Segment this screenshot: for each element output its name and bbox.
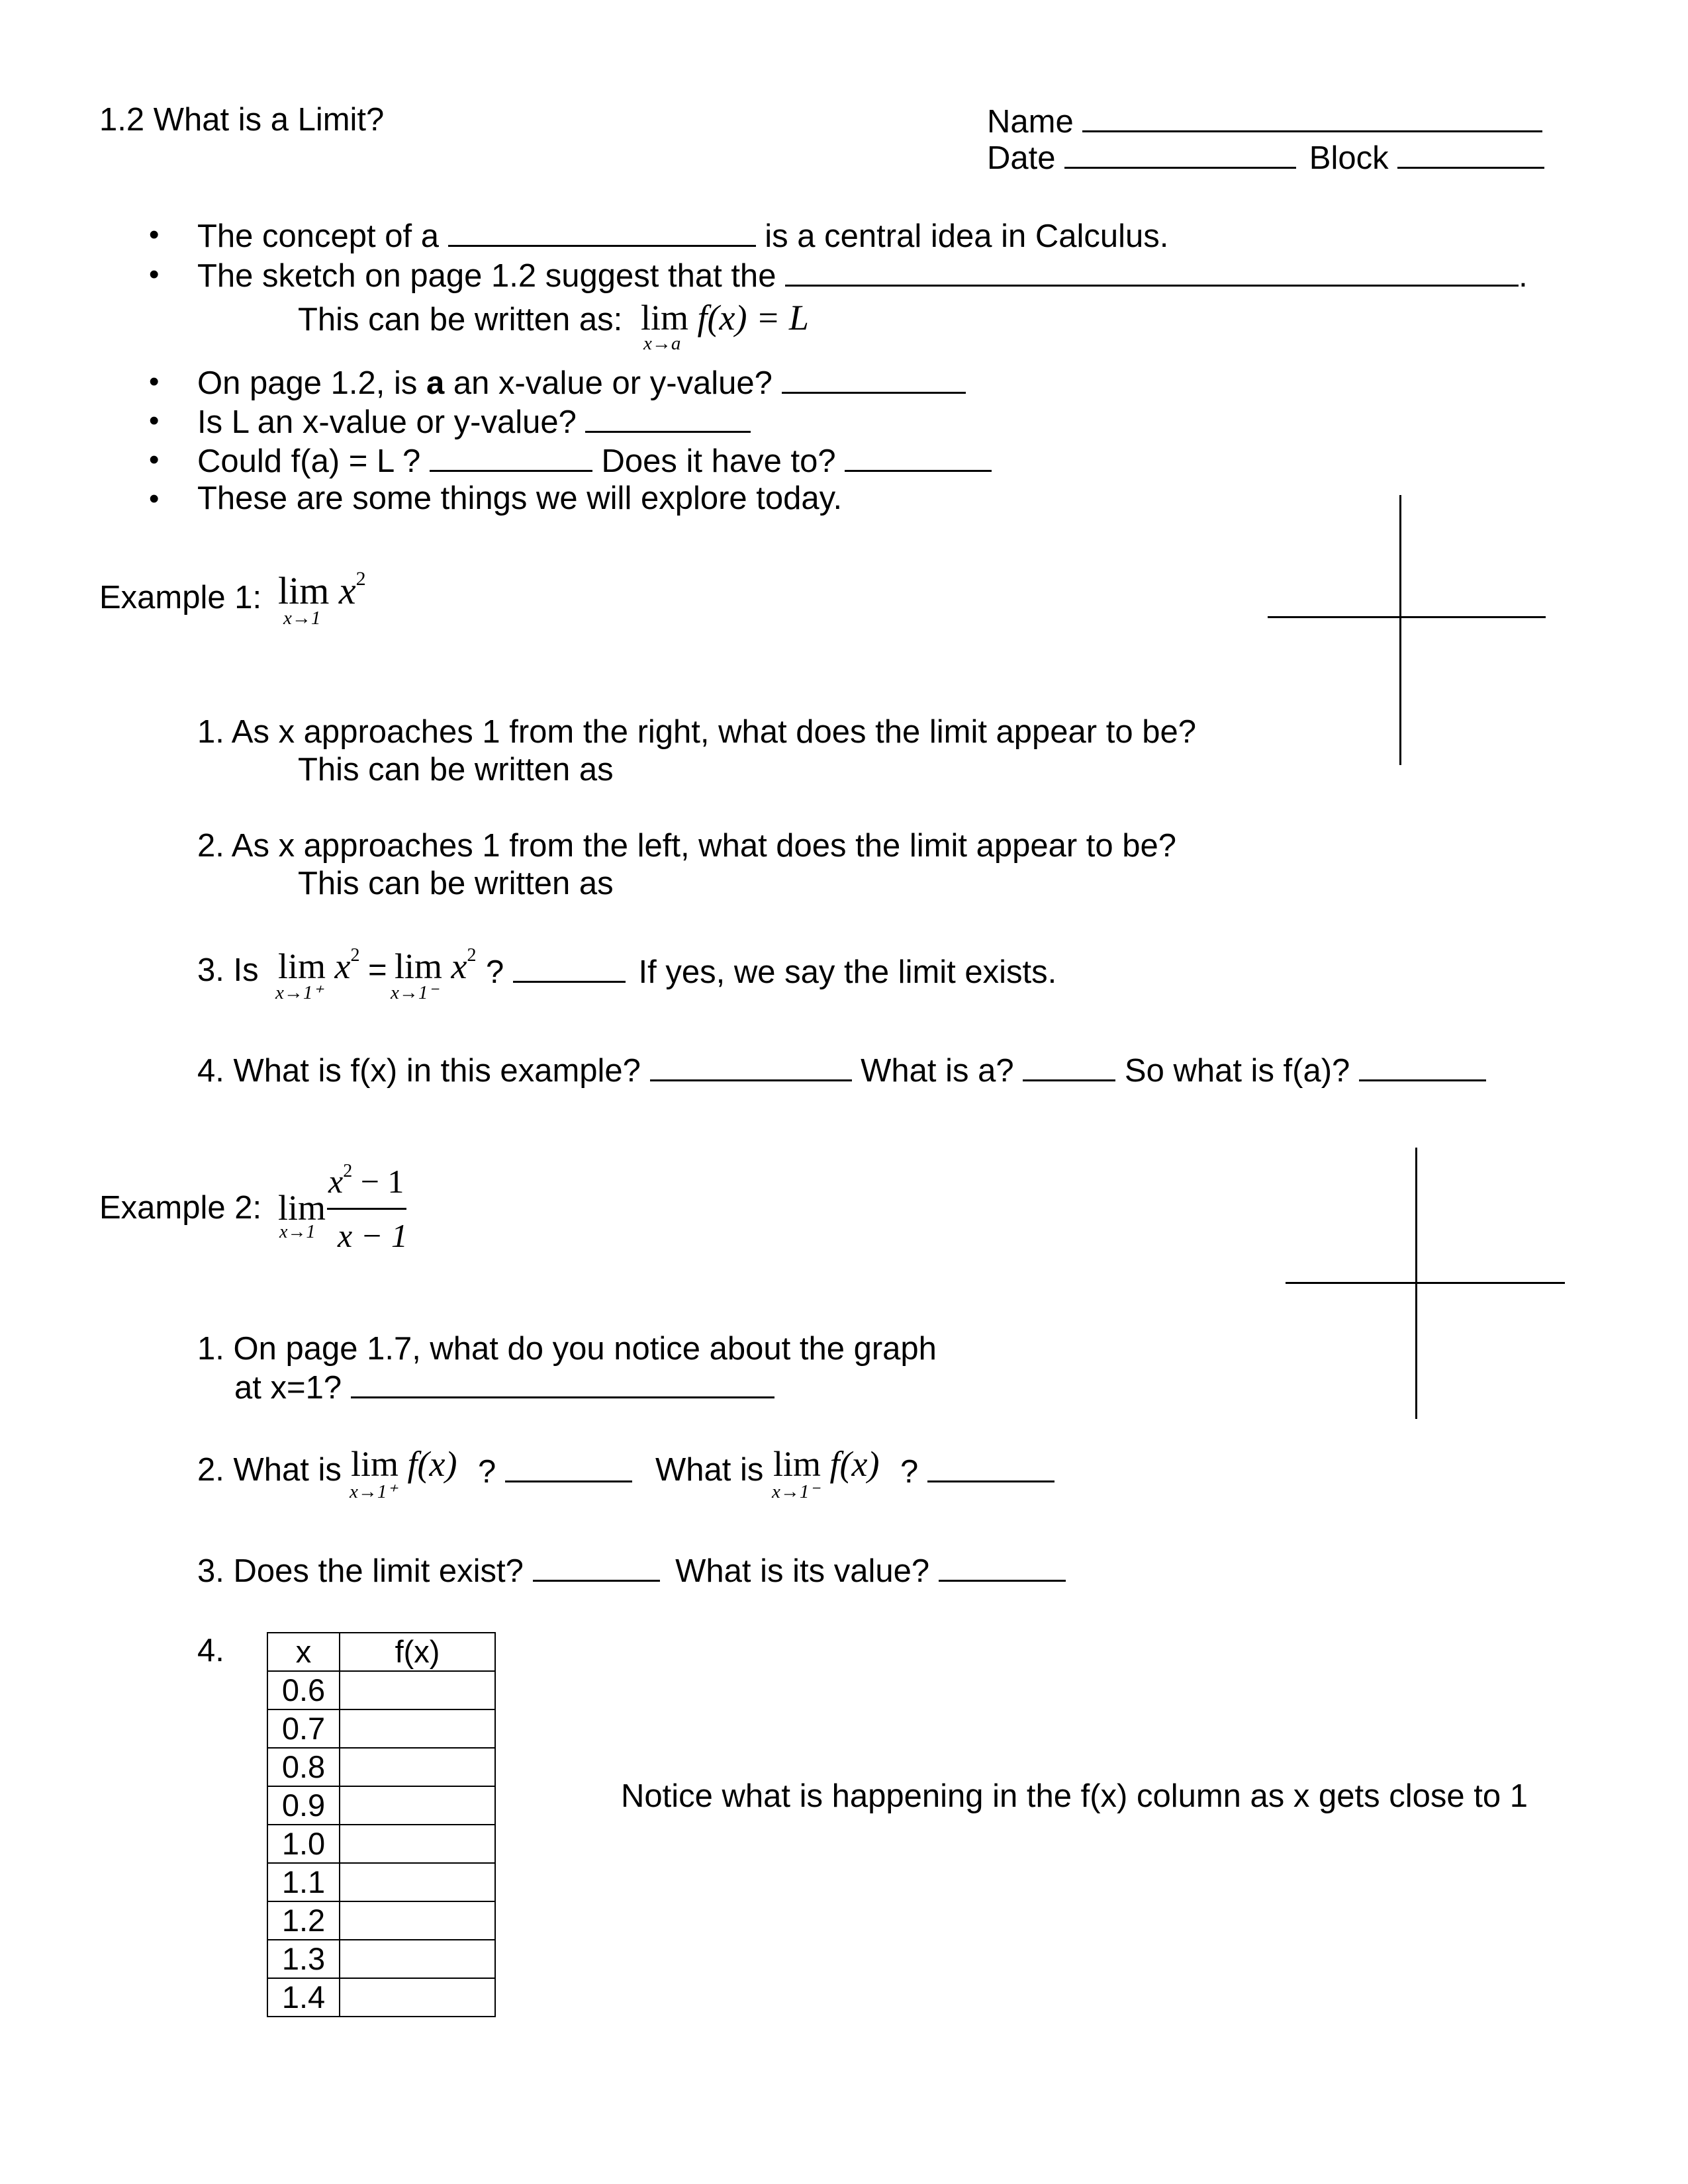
- ex1-question-1-sub: This can be written as: [298, 752, 614, 788]
- x-value-cell: 0.7: [267, 1709, 340, 1748]
- ex1-q4-text-a: 4. What is f(x) in this example?: [197, 1053, 641, 1089]
- x-axis-line: [1286, 1282, 1565, 1284]
- ex2-question-2-b: What is: [655, 1452, 764, 1488]
- fx-answer-cell[interactable]: [340, 1978, 495, 2017]
- bullet-2-text: The sketch on page 1.2 suggest that the: [197, 258, 776, 294]
- x-value-cell: 1.1: [267, 1863, 340, 1901]
- name-blank[interactable]: [1082, 104, 1542, 132]
- ex2-q2-sub-left: x→1⁻: [772, 1481, 820, 1502]
- bullet-2: [197, 258, 1528, 293]
- lim-text: lim: [773, 1444, 821, 1484]
- example-1-limit: [278, 569, 366, 610]
- written-as-label: This can be written as:: [298, 302, 623, 338]
- x-axis-line: [1268, 616, 1546, 618]
- fx-answer-cell[interactable]: [340, 1709, 495, 1748]
- x-value-cell: 0.9: [267, 1786, 340, 1825]
- fx-answer-cell[interactable]: [340, 1825, 495, 1863]
- ex1-question-2: 2. As x approaches 1 from the left, what does the limit appear to be?: [197, 828, 1177, 864]
- fraction-bar: [327, 1208, 406, 1210]
- bullet-3-text: On page 1.2, is: [197, 365, 426, 401]
- bullet-1-text-end: is a central idea in Calculus.: [765, 218, 1169, 254]
- fx-blank[interactable]: [650, 1053, 852, 1081]
- ex1-question-2-sub: This can be written as: [298, 866, 614, 901]
- x-value-cell: 0.8: [267, 1748, 340, 1786]
- ex1-question-3-is: 3. Is: [197, 952, 259, 988]
- sketch-suggest-blank[interactable]: [785, 258, 1519, 287]
- x-value-cell: 1.0: [267, 1825, 340, 1863]
- example-1-subscript: x→1: [283, 608, 321, 629]
- block-label: Block: [1309, 140, 1389, 176]
- bullet-3-bold-a: a: [426, 365, 445, 401]
- table-header-row: [267, 1633, 495, 1671]
- limit-expression: f(x): [829, 1444, 880, 1484]
- bullet-dot: •: [149, 482, 160, 515]
- exponent: 2: [343, 1161, 353, 1181]
- fx-answer-cell[interactable]: [340, 1786, 495, 1825]
- bullet-4-text: Is L an x-value or y-value?: [197, 404, 577, 440]
- ex2-question-3: [197, 1553, 1066, 1588]
- fa-equals-l-blank[interactable]: [430, 443, 592, 472]
- name-label: Name: [987, 104, 1074, 140]
- fx-answer-cell[interactable]: [340, 1671, 495, 1709]
- limit-expression: x: [334, 946, 351, 986]
- table-row: [267, 1709, 495, 1748]
- fa-blank[interactable]: [1359, 1053, 1486, 1081]
- example-2-subscript: x→1: [279, 1222, 316, 1242]
- ex1-question-1: 1. As x approaches 1 from the right, what does the limit appear to be?: [197, 714, 1196, 750]
- x-value-cell: 1.3: [267, 1940, 340, 1978]
- ex2-q2-left-answer: [900, 1454, 1055, 1488]
- ex2-question-4: 4.: [197, 1633, 224, 1668]
- x-value-cell: 1.4: [267, 1978, 340, 2017]
- ex2-question-1: 1. On page 1.7, what do you notice about the graph: [197, 1331, 937, 1367]
- lim-text: lim: [351, 1444, 399, 1484]
- table-row: [267, 1901, 495, 1940]
- a-value-blank[interactable]: [782, 365, 966, 394]
- table-row: [267, 1671, 495, 1709]
- limit-expression: f(x) = L: [697, 298, 809, 338]
- ex1-q3-limit-left: [395, 946, 476, 984]
- example-2-label: Example 2:: [99, 1190, 262, 1226]
- bullet-3-text-end: an x-value or y-value?: [444, 365, 773, 401]
- ex2-q1-text-b: at x=1?: [234, 1370, 342, 1406]
- ex2-q2-sub-right: x→1⁺: [350, 1481, 397, 1502]
- table-header-fx: f(x): [340, 1633, 495, 1671]
- ex2-q2-limit-left: [773, 1446, 879, 1482]
- bullet-1-text: The concept of a: [197, 218, 440, 254]
- date-blank[interactable]: [1064, 140, 1296, 169]
- limit-expression: f(x): [407, 1444, 457, 1484]
- bullet-dot: •: [149, 258, 160, 291]
- fx-answer-cell[interactable]: [340, 1901, 495, 1940]
- ex1-q3-limit-right: [278, 946, 359, 984]
- bullet-5-text: Could f(a) = L ?: [197, 443, 421, 479]
- table-row: [267, 1786, 495, 1825]
- ex2-q3-text-b: What is its value?: [675, 1553, 930, 1589]
- ex2-q3-text-a: 3. Does the limit exist?: [197, 1553, 524, 1589]
- example-1-label: Example 1:: [99, 580, 262, 615]
- ex1-q4-text-c: So what is f(a)?: [1124, 1053, 1350, 1089]
- exponent: 2: [350, 945, 360, 966]
- numerator-x: x: [328, 1163, 344, 1200]
- limits-equal-blank[interactable]: [513, 954, 626, 983]
- exponent: 2: [355, 568, 366, 590]
- fraction-denominator: x − 1: [338, 1217, 408, 1254]
- table-row: [267, 1825, 495, 1863]
- question-mark: ?: [478, 1454, 496, 1490]
- limit-exist-blank[interactable]: [533, 1553, 660, 1582]
- numerator-tail: − 1: [352, 1163, 404, 1200]
- date-block-line: [987, 140, 1544, 175]
- ex2-q2-limit-right: [351, 1446, 457, 1482]
- bullet-4: [197, 404, 751, 439]
- ex2-question-2-a: 2. What is: [197, 1452, 342, 1488]
- x-value-cell: 1.2: [267, 1901, 340, 1940]
- graph-notice-blank[interactable]: [351, 1370, 774, 1398]
- bullet-dot: •: [149, 404, 160, 437]
- worksheet-title: 1.2 What is a Limit?: [99, 102, 385, 138]
- ex1-q3-sub-left: x→1⁻: [391, 982, 438, 1003]
- ex2-q2-right-answer: [478, 1454, 632, 1488]
- ex1-q4-text-b: What is a?: [861, 1053, 1014, 1089]
- lim-text: lim: [278, 946, 326, 986]
- date-label: Date: [987, 140, 1056, 176]
- ex1-question-4: [197, 1053, 1486, 1087]
- table-row: [267, 1863, 495, 1901]
- left-limit-blank[interactable]: [927, 1454, 1055, 1482]
- example-2-lim: lim: [278, 1188, 326, 1228]
- table-header-x: x: [267, 1633, 340, 1671]
- equals-sign: =: [368, 952, 387, 988]
- bullet-3: [197, 365, 966, 400]
- y-axis-line: [1399, 495, 1401, 765]
- block-blank[interactable]: [1397, 140, 1544, 169]
- ex1-q3-sub-right: x→1⁺: [275, 982, 323, 1003]
- table-row: [267, 1748, 495, 1786]
- lim-text: lim: [395, 946, 443, 986]
- limit-expression: x: [451, 946, 467, 986]
- fx-answer-cell[interactable]: [340, 1748, 495, 1786]
- fx-answer-cell[interactable]: [340, 1940, 495, 1978]
- concept-blank[interactable]: [448, 218, 756, 247]
- bullet-2-period: .: [1519, 258, 1528, 294]
- bullet-6: These are some things we will explore today.: [197, 480, 843, 516]
- limit-notation: [641, 300, 809, 336]
- name-line: [987, 104, 1542, 138]
- limit-subscript: x→a: [643, 333, 681, 354]
- ex1-question-3-rest: [486, 954, 1056, 989]
- exponent: 2: [467, 945, 477, 966]
- fraction-numerator: [328, 1162, 404, 1198]
- table-row: [267, 1940, 495, 1978]
- right-limit-blank[interactable]: [505, 1454, 632, 1482]
- values-table: [267, 1632, 496, 2017]
- bullet-5: [197, 443, 992, 478]
- bullet-dot: •: [149, 443, 160, 476]
- limit-expression: x: [338, 569, 356, 612]
- a-blank[interactable]: [1023, 1053, 1115, 1081]
- question-mark: ?: [900, 1454, 919, 1490]
- lim-text: lim: [641, 298, 689, 338]
- bullet-5-text-b: Does it have to?: [601, 443, 836, 479]
- lim-text: lim: [278, 569, 330, 612]
- bullet-1: [197, 218, 1168, 253]
- table-row: [267, 1978, 495, 2017]
- bullet-dot: •: [149, 218, 160, 251]
- notice-text: Notice what is happening in the f(x) column as x gets close to 1: [621, 1778, 1528, 1814]
- fx-answer-cell[interactable]: [340, 1863, 495, 1901]
- limit-value-blank[interactable]: [939, 1553, 1066, 1582]
- ex1-question-3-after: If yes, we say the limit exists.: [638, 954, 1057, 990]
- have-to-blank[interactable]: [845, 443, 992, 472]
- bullet-dot: •: [149, 365, 160, 398]
- l-value-blank[interactable]: [585, 404, 751, 433]
- question-mark: ?: [486, 954, 504, 990]
- ex2-question-1-b: [234, 1370, 774, 1404]
- x-value-cell: 0.6: [267, 1671, 340, 1709]
